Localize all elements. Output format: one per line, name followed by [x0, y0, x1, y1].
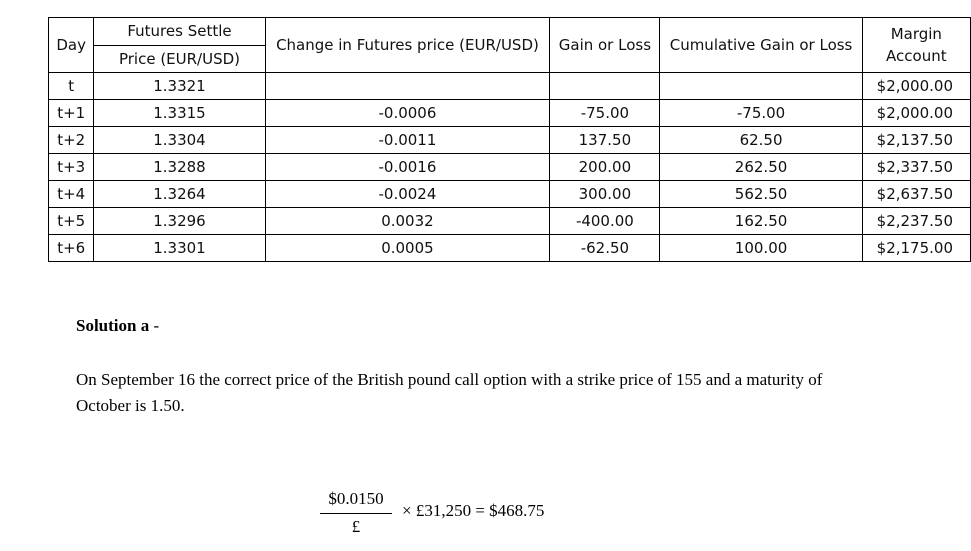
margin-cell: $2,637.50: [862, 181, 970, 208]
header-margin: [862, 18, 970, 73]
day-cell: t+5: [49, 208, 94, 235]
margin-cell: $2,000.00: [862, 73, 970, 100]
solution-paragraph: On September 16 the correct price of the British pound call option with a strike price of 155 and a maturity of October is 1.50.: [76, 370, 823, 415]
price-cell: 1.3304: [94, 127, 265, 154]
price-cell: 1.3315: [94, 100, 265, 127]
solution-heading-dash: -: [149, 316, 160, 335]
cumulative-cell: 100.00: [660, 235, 862, 262]
table-header-row: [49, 18, 971, 46]
gain-cell: -400.00: [550, 208, 660, 235]
margin-cell: $2,000.00: [862, 100, 970, 127]
gain-cell: 137.50: [550, 127, 660, 154]
table-row: [49, 235, 971, 262]
change-cell: -0.0006: [265, 100, 550, 127]
gain-cell: -62.50: [550, 235, 660, 262]
day-cell: t+3: [49, 154, 94, 181]
table-row: [49, 154, 971, 181]
header-day: Day: [49, 18, 94, 73]
cumulative-cell: [660, 73, 862, 100]
header-settle-line2: Price (EUR/USD): [94, 45, 265, 73]
change-cell: [265, 73, 550, 100]
gain-cell: [550, 73, 660, 100]
margin-cell: $2,137.50: [862, 127, 970, 154]
cumulative-cell: 62.50: [660, 127, 862, 154]
gain-cell: 200.00: [550, 154, 660, 181]
table-row: [49, 73, 971, 100]
table-row: [49, 100, 971, 127]
formula-numerator: $0.0150: [328, 489, 384, 508]
day-cell: t+6: [49, 235, 94, 262]
header-settle-line1: Futures Settle: [94, 18, 265, 46]
margin-cell: $2,337.50: [862, 154, 970, 181]
change-cell: 0.0032: [265, 208, 550, 235]
header-change: Change in Futures price (EUR/USD): [265, 18, 550, 73]
table-row: [49, 181, 971, 208]
change-cell: 0.0005: [265, 235, 550, 262]
change-cell: -0.0011: [265, 127, 550, 154]
margin-cell: $2,237.50: [862, 208, 970, 235]
solution-heading-label: Solution a: [76, 316, 150, 335]
formula-denominator: £: [351, 517, 361, 536]
header-margin-line2: Account: [886, 47, 947, 65]
table-row: [49, 208, 971, 235]
header-margin-line1: Margin: [890, 25, 942, 43]
solution-heading: [76, 316, 159, 336]
cumulative-cell: 162.50: [660, 208, 862, 235]
gain-cell: -75.00: [550, 100, 660, 127]
cumulative-cell: -75.00: [660, 100, 862, 127]
margin-cell: $2,175.00: [862, 235, 970, 262]
day-cell: t+4: [49, 181, 94, 208]
day-cell: t+2: [49, 127, 94, 154]
price-cell: 1.3288: [94, 154, 265, 181]
price-cell: 1.3321: [94, 73, 265, 100]
formula-fraction: [318, 487, 394, 540]
cumulative-cell: 562.50: [660, 181, 862, 208]
futures-margin-table: [48, 17, 971, 262]
price-cell: 1.3296: [94, 208, 265, 235]
price-cell: 1.3264: [94, 181, 265, 208]
change-cell: -0.0016: [265, 154, 550, 181]
day-cell: t+1: [49, 100, 94, 127]
gain-cell: 300.00: [550, 181, 660, 208]
header-gain: Gain or Loss: [550, 18, 660, 73]
table-row: [49, 127, 971, 154]
header-cumulative: Cumulative Gain or Loss: [660, 18, 862, 73]
formula-rest: × £31,250 = $468.75: [402, 501, 545, 520]
day-cell: t: [49, 73, 94, 100]
cumulative-cell: 262.50: [660, 154, 862, 181]
price-cell: 1.3301: [94, 235, 265, 262]
change-cell: -0.0024: [265, 181, 550, 208]
